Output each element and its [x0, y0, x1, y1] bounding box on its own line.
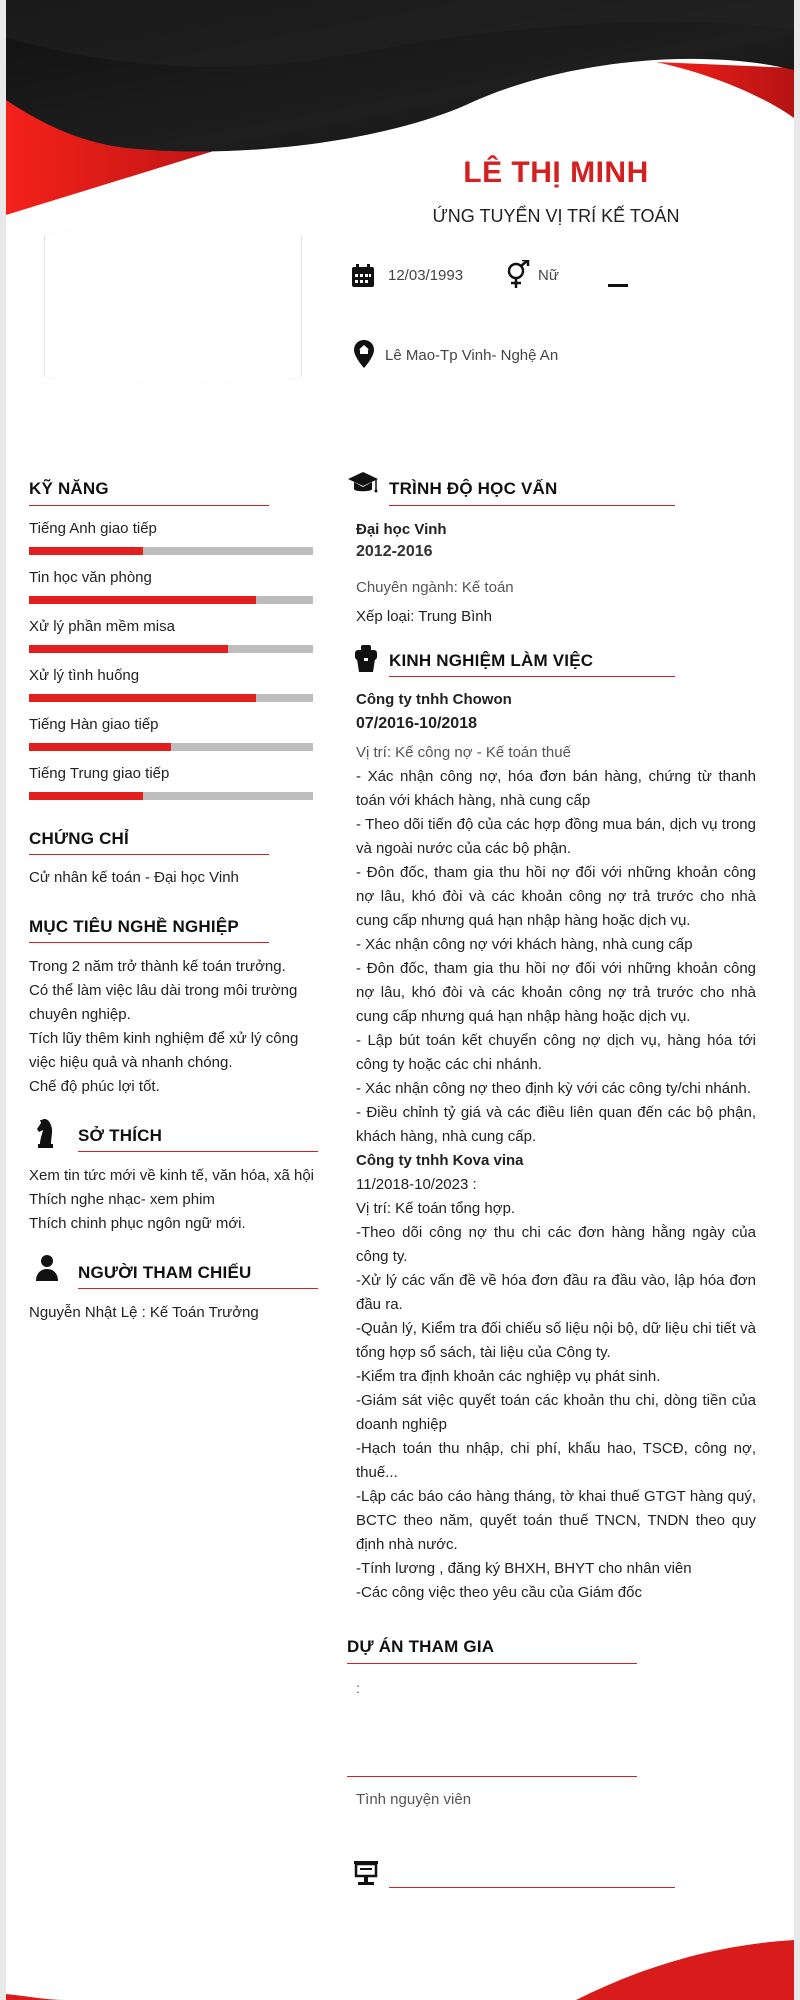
job-duty: - Xác nhận công nợ, hóa đơn bán hàng, chứng từ thanh toán với khách hàng, nhà cung cấp [356, 768, 756, 809]
projects-title: DỰ ÁN THAM GIA [347, 1637, 495, 1656]
skill-level-bar [29, 743, 313, 751]
job-duty: - Xác nhận công nợ với khách hàng, nhà cung cấp [356, 936, 693, 953]
person-icon [35, 1254, 59, 1282]
project-entry: : [356, 1680, 360, 1696]
skill-item [29, 765, 319, 814]
skill-level-fill [29, 694, 256, 702]
reference-item: Nguyễn Nhật Lệ : Kế Toán Trưởng [29, 1304, 259, 1321]
applied-position: ỨNG TUYỂN VỊ TRÍ KẾ TOÁN [432, 206, 680, 226]
skill-level-fill [29, 596, 256, 604]
hobbies-title: SỞ THÍCH [78, 1126, 163, 1145]
objective-line: Chế độ phúc lợi tốt. [29, 1078, 160, 1095]
chess-knight-icon [36, 1118, 56, 1150]
skill-level-fill [29, 743, 171, 751]
objective-text [29, 955, 309, 1099]
footer-wave-decoration [6, 1930, 794, 2000]
job-duty: - Xác nhận công nợ theo định kỳ với các công ty/chi nhánh. [356, 1080, 751, 1097]
job-period: 11/2018-10/2023 : [356, 1176, 477, 1193]
skill-level-fill [29, 547, 143, 555]
skills-title: KỸ NĂNG [29, 479, 109, 498]
skill-level-bar [29, 596, 313, 604]
graduation-cap-icon [347, 470, 379, 498]
job-duty: -Giám sát việc quyết toán các khoản thu chi, dòng tiền của doanh nghiệp [356, 1392, 756, 1433]
monitor-icon [353, 1860, 379, 1886]
projects-divider [347, 1663, 637, 1664]
skill-level-bar [29, 792, 313, 800]
skill-item [29, 618, 319, 667]
hobby-line: Thích nghe nhạc- xem phim [29, 1191, 215, 1208]
birthdate: 12/03/1993 [388, 267, 464, 284]
location-pin-icon [353, 340, 375, 368]
skills-list [29, 520, 319, 814]
certificates-divider [29, 854, 269, 855]
job-duty: - Lập bút toán kết chuyển công nợ dịch vụ, hàng hóa tới công ty hoặc các chi nhánh. [356, 1032, 756, 1073]
job-role: Vị trí: Kế công nợ - Kế toán thuế [356, 744, 571, 761]
avatar [44, 228, 302, 384]
job-period: 07/2016-10/2018 [356, 715, 477, 732]
projects-bottom-divider [347, 1776, 637, 1777]
objective-divider [29, 942, 269, 943]
skill-label: Xử lý tình huống [29, 667, 140, 684]
job-role: Vị trí: Kế toán tổng hợp. [356, 1200, 516, 1217]
calendar-icon [351, 264, 375, 288]
references-divider [78, 1288, 318, 1289]
education-major: Chuyên ngành: Kế toán [356, 579, 514, 596]
briefcase-icon [353, 645, 379, 673]
skills-divider [29, 505, 269, 506]
skill-label: Tiếng Trung giao tiếp [29, 765, 170, 782]
hobby-line: Thích chinh phục ngôn ngữ mới. [29, 1215, 246, 1232]
education-years: 2012-2016 [356, 543, 433, 560]
skill-item [29, 716, 319, 765]
job-duty: - Đôn đốc, tham gia thu hồi nợ đối với những khoản công nợ lâu, khó đòi và các khoản công nợ trả trước cho nhà cung cấp nhưng quá hạn nhập hàng hoặc dịch vụ. [356, 864, 756, 929]
job-duty: -Theo dõi công nợ thu chi các đơn hàng hằng ngày của công ty. [356, 1224, 756, 1265]
objective-title: MỤC TIÊU NGHỀ NGHIỆP [29, 917, 239, 936]
candidate-name: LÊ THỊ MINH [463, 156, 649, 189]
company-name: Công ty tnhh Chowon [356, 691, 512, 708]
skill-label: Tin học văn phòng [29, 569, 152, 586]
skill-item [29, 520, 319, 569]
company-name: Công ty tnhh Kova vina [356, 1152, 524, 1169]
education-divider [389, 505, 675, 506]
job-duty: -Hạch toán thu nhập, chi phí, khấu hao, TSCĐ, công nợ, thuế... [356, 1440, 756, 1481]
school-name: Đại học Vinh [356, 521, 447, 538]
skill-level-bar [29, 547, 313, 555]
skill-label: Xử lý phần mềm misa [29, 618, 175, 635]
references-title: NGƯỜI THAM CHIẾU [78, 1263, 252, 1282]
address: Lê Mao-Tp Vinh- Nghệ An [385, 347, 559, 364]
header-wave-decoration [6, 0, 794, 240]
skill-level-fill [29, 645, 228, 653]
certificate-item: Cử nhân kế toán - Đại học Vinh [29, 869, 239, 886]
job-duty: -Các công việc theo yêu cầu của Giám đốc [356, 1584, 642, 1601]
objective-line: Tích lũy thêm kinh nghiệm để xử lý công việc hiệu quả và nhanh chóng. [29, 1030, 299, 1071]
job-duty: -Lập các báo cáo hàng tháng, tờ khai thuế GTGT hàng quý, BCTC theo năm, quyết toán thuế TNCN, TNDN theo quy định nhà nước. [356, 1488, 756, 1553]
gender-icon [504, 260, 530, 290]
dash-decoration [608, 284, 628, 287]
education-title: TRÌNH ĐỘ HỌC VẤN [389, 479, 558, 498]
skill-item [29, 667, 319, 716]
job-duty: -Tính lương , đăng ký BHXH, BHYT cho nhân viên [356, 1560, 692, 1577]
cv-page [6, 0, 794, 2000]
objective-line: Trong 2 năm trở thành kế toán trưởng. [29, 958, 286, 975]
hobby-line: Xem tin tức mới về kinh tế, văn hóa, xã hội [29, 1167, 315, 1184]
skill-item [29, 569, 319, 618]
skill-label: Tiếng Anh giao tiếp [29, 520, 157, 537]
gender: Nữ [538, 267, 559, 284]
job-duty: -Quản lý, Kiểm tra đối chiếu số liệu nội bộ, dữ liệu chi tiết và tổng hợp sổ sách, tài liệu của Công ty. [356, 1320, 756, 1361]
skill-level-bar [29, 694, 313, 702]
hobbies-divider [78, 1151, 318, 1152]
skill-level-bar [29, 645, 313, 653]
objective-line: Có thể làm việc lâu dài trong môi trường chuyên nghiệp. [29, 982, 298, 1023]
project-volunteer: Tình nguyện viên [356, 1791, 472, 1808]
job-duty: - Đôn đốc, tham gia thu hồi nợ đối với những khoản công nợ lâu, khó đòi và các khoản công nợ trả trước cho nhà cung cấp nhưng quá hạn nhập hàng hoặc dịch vụ. [356, 960, 756, 1025]
job-duty: - Theo dõi tiến độ của các hợp đồng mua bán, dịch vụ trong và ngoài nước của các bộ phận. [356, 816, 756, 857]
experience-divider [389, 676, 675, 677]
job-duty: -Kiểm tra định khoản các nghiệp vụ phát sinh. [356, 1368, 661, 1385]
job-duty: - Điều chỉnh tỷ giá và các điều liên quan đến các bộ phận, khách hàng, nhà cung cấp. [356, 1104, 756, 1145]
education-grade: Xếp loại: Trung Bình [356, 608, 492, 625]
certificates-title: CHỨNG CHỈ [29, 829, 129, 848]
hobbies-text [29, 1164, 319, 1236]
skill-label: Tiếng Hàn giao tiếp [29, 716, 159, 733]
skill-level-fill [29, 792, 143, 800]
experience-title: KINH NGHIỆM LÀM VIỆC [389, 651, 594, 670]
job-duty: -Xử lý các vấn đề về hóa đơn đầu ra đầu vào, lập hóa đơn đầu ra. [356, 1272, 756, 1313]
extra-section-divider [389, 1887, 675, 1888]
experience-list [356, 688, 756, 1605]
